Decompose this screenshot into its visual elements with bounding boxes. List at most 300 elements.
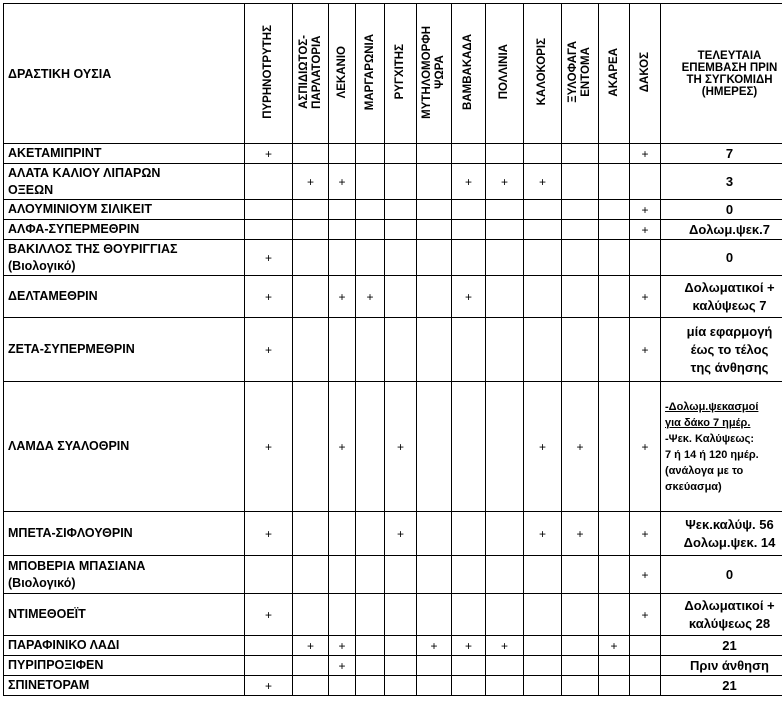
pest-cell [385, 382, 417, 512]
pest-cell [486, 240, 524, 276]
header-pest-line: ΡΥΓΧΙΤΗΣ [394, 44, 406, 100]
pest-cell [524, 676, 562, 696]
pest-cell [356, 512, 385, 556]
plus-mark: + [500, 638, 508, 653]
substance-name [4, 220, 245, 240]
pest-cell [452, 240, 486, 276]
days-before-harvest [661, 636, 782, 656]
header-pest-line: ΚΑΛΟΚΟΡΙΣ [536, 38, 548, 106]
plus-mark: + [264, 289, 272, 304]
pest-cell [329, 676, 356, 696]
header-pest-line: ΨΩΡΑ [434, 55, 446, 89]
substance-name-line: ΑΛΑΤΑ ΚΑΛΙΟΥ ΛΙΠΑΡΩΝ [8, 165, 161, 180]
days-line: Δολωματικοί + [684, 597, 775, 613]
pest-cell [385, 676, 417, 696]
pest-cell [417, 382, 452, 512]
pest-cell [630, 164, 661, 200]
pest-cell [562, 636, 599, 656]
table-row [4, 200, 782, 220]
pest-cell [486, 594, 524, 636]
plus-mark: + [338, 439, 346, 454]
pest-cell [417, 656, 452, 676]
pest-cell [562, 382, 599, 512]
pest-cell [524, 200, 562, 220]
pest-cell [293, 594, 329, 636]
pest-cell [452, 594, 486, 636]
substance-name [4, 144, 245, 164]
pest-cell [245, 240, 293, 276]
pest-cell [599, 164, 630, 200]
pest-cell [293, 556, 329, 594]
pest-cell [356, 594, 385, 636]
pest-cell [245, 220, 293, 240]
days-line: -Δολωμ.ψεκασμοί [665, 400, 759, 413]
pest-cell [562, 276, 599, 318]
plus-mark: + [338, 638, 346, 653]
header-pest-line: ΕΝΤΟΜΑ [580, 47, 592, 97]
table-body [4, 144, 782, 696]
pest-cell [245, 676, 293, 696]
pest-cell [524, 276, 562, 318]
days-before-harvest [661, 512, 782, 556]
pest-cell [417, 556, 452, 594]
pest-cell [293, 382, 329, 512]
plus-mark: + [538, 526, 546, 541]
days-line: καλύψεως 7 [692, 297, 767, 313]
pest-cell [630, 200, 661, 220]
plus-mark: + [264, 342, 272, 357]
header-row [4, 4, 782, 144]
plus-mark: + [264, 439, 272, 454]
pest-cell [293, 676, 329, 696]
pest-cell [385, 240, 417, 276]
pest-cell [417, 164, 452, 200]
pest-cell [385, 656, 417, 676]
table-row [4, 594, 782, 636]
pest-cell [245, 512, 293, 556]
pest-cell [630, 512, 661, 556]
substance-name [4, 276, 245, 318]
pest-cell [329, 512, 356, 556]
table-row [4, 512, 782, 556]
pest-cell [486, 164, 524, 200]
pest-cell [524, 240, 562, 276]
header-pest [329, 4, 356, 144]
pest-cell [356, 382, 385, 512]
pest-cell [630, 318, 661, 382]
plus-mark: + [264, 526, 272, 541]
substance-name-line: ΛΑΜΔΑ ΣΥΑΛΟΘΡΙΝ [8, 439, 130, 453]
header-substance: ΔΡΑΣΤΙΚΗ ΟΥΣΙΑ [4, 4, 245, 144]
pest-cell [486, 656, 524, 676]
pest-cell [630, 220, 661, 240]
substance-name [4, 594, 245, 636]
pest-cell [385, 164, 417, 200]
header-last-line: ΤΗ ΣΥΓΚΟΜΙΔΗ [686, 73, 773, 86]
plus-mark: + [464, 289, 472, 304]
plus-mark: + [338, 174, 346, 189]
pest-cell [417, 144, 452, 164]
days-line: 0 [725, 201, 734, 217]
pest-cell [329, 164, 356, 200]
pest-cell [293, 512, 329, 556]
table-row [4, 636, 782, 656]
substance-name [4, 636, 245, 656]
plus-mark: + [538, 439, 546, 454]
pest-cell [329, 318, 356, 382]
substance-name-line: ΠΥΡΙΠΡΟΞΙΦΕΝ [8, 658, 104, 672]
pest-cell [356, 240, 385, 276]
pest-cell [293, 656, 329, 676]
table-row [4, 382, 782, 512]
pest-cell [630, 556, 661, 594]
header-pest-line: ΛΕΚΑΝΙΟ [335, 45, 348, 99]
pest-cell [417, 318, 452, 382]
pest-cell [293, 164, 329, 200]
pest-cell [562, 164, 599, 200]
header-last-line: (ΗΜΕΡΕΣ) [701, 85, 758, 98]
table-row [4, 656, 782, 676]
plus-mark: + [464, 174, 472, 189]
header-pest-line: ΔΑΚΟΣ [638, 51, 651, 93]
pest-cell [486, 220, 524, 240]
days-line: Δολωματικοί + [684, 279, 775, 295]
pest-cell [630, 594, 661, 636]
pesticide-table [3, 3, 782, 696]
pest-cell [356, 676, 385, 696]
pest-cell [524, 318, 562, 382]
pest-cell [452, 656, 486, 676]
pest-cell [630, 276, 661, 318]
pest-cell [630, 676, 661, 696]
pest-cell [562, 240, 599, 276]
pest-cell [245, 318, 293, 382]
pest-cell [417, 512, 452, 556]
days-before-harvest [661, 164, 782, 200]
table-row [4, 144, 782, 164]
pest-cell [356, 276, 385, 318]
pest-cell [417, 594, 452, 636]
pest-cell [452, 144, 486, 164]
days-before-harvest [661, 200, 782, 220]
pest-cell [293, 200, 329, 220]
header-last-line: ΤΕΛΕΥΤΑΙΑ [697, 49, 762, 62]
days-line: (ανάλογα με το [665, 464, 744, 477]
plus-mark: + [338, 658, 346, 673]
pest-cell [245, 556, 293, 594]
pest-cell [356, 656, 385, 676]
substance-name-line: ΟΞΕΩΝ [8, 182, 54, 197]
pest-cell [329, 144, 356, 164]
plus-mark: + [264, 250, 272, 265]
substance-name [4, 318, 245, 382]
days-line: 0 [725, 249, 734, 265]
pest-cell [524, 164, 562, 200]
days-before-harvest [661, 594, 782, 636]
pest-cell [245, 276, 293, 318]
header-pest [356, 4, 385, 144]
pest-cell [599, 656, 630, 676]
pest-cell [452, 676, 486, 696]
pest-cell [329, 276, 356, 318]
pest-cell [245, 200, 293, 220]
table-row [4, 164, 782, 200]
pest-cell [562, 556, 599, 594]
pest-cell [417, 200, 452, 220]
pest-cell [562, 144, 599, 164]
pest-cell [417, 240, 452, 276]
days-line: 21 [722, 637, 737, 653]
days-line: της άνθησης [690, 359, 769, 375]
plus-mark: + [641, 202, 649, 217]
pest-cell [452, 556, 486, 594]
plus-mark: + [264, 678, 272, 693]
table-row [4, 556, 782, 594]
pest-cell [452, 220, 486, 240]
pest-cell [385, 318, 417, 382]
pest-cell [630, 382, 661, 512]
days-before-harvest [661, 276, 782, 318]
substance-name [4, 200, 245, 220]
header-pest-line: ΠΥΡΗΝΟΤΡΥΤΗΣ [262, 25, 274, 119]
pest-cell [524, 556, 562, 594]
pest-cell [599, 200, 630, 220]
pest-cell [486, 676, 524, 696]
plus-mark: + [464, 638, 472, 653]
pest-cell [562, 594, 599, 636]
pest-cell [524, 636, 562, 656]
pest-cell [417, 636, 452, 656]
plus-mark: + [396, 526, 404, 541]
header-pest-line: ΑΚΑΡΕΑ [607, 47, 620, 97]
pest-cell [329, 556, 356, 594]
substance-name-line: (Βιολογικό) [8, 575, 76, 590]
pest-cell [452, 318, 486, 382]
substance-name-line: ΔΕΛΤΑΜΕΘΡΙΝ [8, 289, 98, 303]
substance-name-line: ΜΠΕΤΑ-ΣΙΦΛΟΥΘΡΙΝ [8, 526, 133, 540]
substance-name-line: (Βιολογικό) [8, 258, 76, 273]
header-pest [385, 4, 417, 144]
pest-cell [524, 144, 562, 164]
pest-cell [562, 220, 599, 240]
days-before-harvest [661, 318, 782, 382]
days-before-harvest [661, 656, 782, 676]
pest-cell [630, 636, 661, 656]
table-row [4, 240, 782, 276]
pest-cell [385, 512, 417, 556]
pest-cell [452, 164, 486, 200]
pest-cell [293, 318, 329, 382]
pest-cell [245, 594, 293, 636]
pest-cell [599, 240, 630, 276]
plus-mark: + [576, 439, 584, 454]
substance-name-line: ΒΑΚΙΛΛΟΣ ΤΗΣ ΘΟΥΡΙΓΓΙΑΣ [8, 241, 178, 256]
pest-cell [329, 382, 356, 512]
pest-cell [385, 556, 417, 594]
pest-cell [329, 594, 356, 636]
substance-name-line: ΑΛΦΑ-ΣΥΠΕΡΜΕΘΡΙΝ [8, 222, 140, 236]
pest-cell [599, 382, 630, 512]
pest-cell [385, 220, 417, 240]
pest-cell [417, 220, 452, 240]
pest-cell [385, 200, 417, 220]
substance-name [4, 382, 245, 512]
pest-cell [599, 676, 630, 696]
plus-mark: + [641, 222, 649, 237]
pest-cell [452, 276, 486, 318]
days-line: Πριν άνθηση [690, 657, 769, 673]
days-line: 0 [725, 566, 734, 582]
header-pest [562, 4, 599, 144]
pest-cell [630, 144, 661, 164]
pest-cell [329, 200, 356, 220]
header-pest-line: ΒΑΜΒΑΚΑΔΑ [462, 34, 474, 110]
header-last-line: ΕΠΕΜΒΑΣΗ ΠΡΙΝ [681, 61, 778, 74]
days-line: μία εφαρμογή [686, 323, 773, 339]
pest-cell [524, 594, 562, 636]
pest-cell [417, 676, 452, 696]
pest-cell [562, 512, 599, 556]
substance-name-line: ΠΑΡΑΦΙΝΙΚΟ ΛΑΔΙ [8, 638, 120, 652]
pest-cell [562, 318, 599, 382]
plus-mark: + [610, 638, 618, 653]
substance-name [4, 164, 245, 200]
pest-cell [630, 656, 661, 676]
substance-name-line: ΑΚΕΤΑΜΙΠΡΙΝΤ [8, 146, 102, 160]
pest-cell [329, 656, 356, 676]
plus-mark: + [396, 439, 404, 454]
substance-name [4, 512, 245, 556]
pest-cell [293, 240, 329, 276]
days-line: 21 [722, 677, 737, 693]
plus-mark: + [641, 607, 649, 622]
days-line: Ψεκ.καλύψ. 56 [685, 516, 774, 532]
pest-cell [599, 594, 630, 636]
plus-mark: + [641, 342, 649, 357]
pest-cell [599, 512, 630, 556]
plus-mark: + [264, 146, 272, 161]
substance-name [4, 656, 245, 676]
pest-cell [524, 656, 562, 676]
days-line: για δάκο 7 ημέρ. [665, 416, 751, 429]
substance-name [4, 240, 245, 276]
header-pest [630, 4, 661, 144]
pest-cell [385, 276, 417, 318]
pest-cell [245, 144, 293, 164]
pest-cell [356, 556, 385, 594]
substance-name-line: ΑΛΟΥΜΙΝΙΟΥΜ ΣΙΛΙΚΕΙΤ [8, 202, 152, 216]
pest-cell [562, 656, 599, 676]
days-line: σκεύασμα) [665, 480, 722, 493]
header-pest [524, 4, 562, 144]
pest-cell [245, 382, 293, 512]
days-line: καλύψεως 28 [688, 615, 771, 631]
pest-cell [245, 656, 293, 676]
pest-cell [524, 220, 562, 240]
days-before-harvest [661, 240, 782, 276]
pest-cell [356, 636, 385, 656]
pest-cell [329, 240, 356, 276]
header-pest-line: ΠΑΡΛΑΤΟΡΙΑ [310, 35, 323, 109]
plus-mark: + [366, 289, 374, 304]
days-line: -Ψεκ. Καλύψεως: [665, 432, 755, 445]
days-line: 7 [725, 145, 734, 161]
substance-name-line: ΖΕΤΑ-ΣΥΠΕΡΜΕΘΡΙΝ [8, 342, 135, 356]
plus-mark: + [641, 567, 649, 582]
pest-cell [630, 240, 661, 276]
pest-cell [452, 382, 486, 512]
pest-cell [293, 276, 329, 318]
plus-mark: + [641, 526, 649, 541]
table-row [4, 318, 782, 382]
pest-cell [486, 276, 524, 318]
table-row [4, 276, 782, 318]
plus-mark: + [500, 174, 508, 189]
header-pest [486, 4, 524, 144]
days-line: 3 [725, 173, 734, 189]
pest-cell [293, 220, 329, 240]
pest-cell [486, 382, 524, 512]
pest-cell [329, 636, 356, 656]
pest-cell [524, 512, 562, 556]
days-line: Δολωμ.ψεκ.7 [689, 221, 770, 237]
plus-mark: + [641, 146, 649, 161]
days-before-harvest [661, 676, 782, 696]
pest-cell [245, 164, 293, 200]
plus-mark: + [264, 607, 272, 622]
pest-cell [245, 636, 293, 656]
plus-mark: + [338, 289, 346, 304]
pest-cell [562, 200, 599, 220]
pest-cell [599, 220, 630, 240]
plus-mark: + [538, 174, 546, 189]
pest-cell [599, 556, 630, 594]
pest-cell [486, 636, 524, 656]
pest-cell [452, 636, 486, 656]
header-pest [452, 4, 486, 144]
substance-name-line: ΜΠΟΒΕΡΙΑ ΜΠΑΣΙΑΝΑ [8, 558, 146, 573]
pest-cell [486, 200, 524, 220]
pest-cell [486, 144, 524, 164]
header-pest [245, 4, 293, 144]
pest-cell [385, 636, 417, 656]
days-before-harvest [661, 220, 782, 240]
pest-cell [599, 318, 630, 382]
header-pest [599, 4, 630, 144]
pest-cell [385, 594, 417, 636]
days-line: έως το τέλος [690, 341, 769, 357]
table-row [4, 676, 782, 696]
header-pest-line: ΑΣΠΙΔΙΩΤΟΣ- [297, 35, 310, 109]
pest-cell [356, 318, 385, 382]
days-before-harvest [661, 556, 782, 594]
days-before-harvest [661, 144, 782, 164]
pest-cell [356, 144, 385, 164]
plus-mark: + [306, 638, 314, 653]
days-line: Δολωμ.ψεκ. 14 [683, 534, 776, 550]
pest-cell [486, 512, 524, 556]
plus-mark: + [576, 526, 584, 541]
header-pest-line: ΜΑΡΓΑΡΩΝΙΑ [363, 33, 376, 111]
pest-cell [329, 220, 356, 240]
header-pest [293, 4, 329, 144]
pest-cell [356, 164, 385, 200]
days-before-harvest [661, 382, 782, 512]
plus-mark: + [430, 638, 438, 653]
substance-name-line: ΣΠΙΝΕΤΟΡΑΜ [8, 678, 90, 692]
plus-mark: + [641, 289, 649, 304]
pest-cell [524, 382, 562, 512]
